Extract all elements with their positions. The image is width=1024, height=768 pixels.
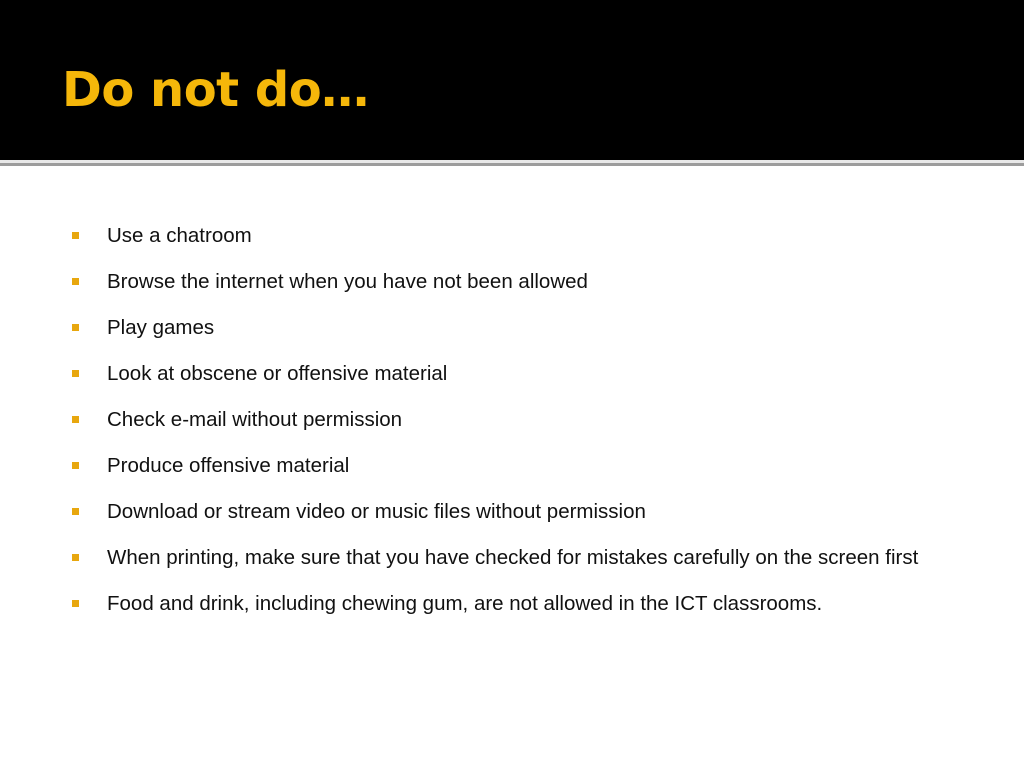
slide-title: Do not do…	[62, 62, 369, 118]
square-bullet-icon	[72, 554, 79, 561]
square-bullet-icon	[72, 370, 79, 377]
bullet-text: Use a chatroom	[107, 224, 252, 247]
bullet-item	[70, 351, 950, 397]
bullet-item	[70, 489, 950, 535]
title-divider-dark	[0, 163, 1024, 166]
square-bullet-icon	[72, 278, 79, 285]
square-bullet-icon	[72, 324, 79, 331]
square-bullet-icon	[72, 416, 79, 423]
bullet-text: Play games	[107, 316, 215, 339]
bullet-text: Look at obscene or offensive material	[107, 362, 448, 385]
bullet-text: Food and drink, including chewing gum, are not allowed in the ICT classrooms.	[107, 592, 823, 615]
bullet-text: Browse the internet when you have not been allowed	[107, 270, 588, 293]
bullet-item	[70, 443, 950, 489]
bullet-item	[70, 305, 950, 351]
bullet-text: Download or stream video or music files without permission	[107, 500, 646, 523]
bullet-item	[70, 259, 950, 305]
bullet-text: Check e-mail without permission	[107, 408, 403, 431]
square-bullet-icon	[72, 600, 79, 607]
bullet-item	[70, 581, 950, 627]
bullet-item	[70, 535, 950, 581]
bullet-text: Produce offensive material	[107, 454, 350, 477]
bullet-text: When printing, make sure that you have checked for mistakes carefully on the screen first	[107, 546, 919, 569]
bullet-list	[70, 213, 950, 627]
square-bullet-icon	[72, 232, 79, 239]
bullet-item	[70, 213, 950, 259]
title-band	[0, 0, 1024, 160]
square-bullet-icon	[72, 508, 79, 515]
square-bullet-icon	[72, 462, 79, 469]
bullet-item	[70, 397, 950, 443]
